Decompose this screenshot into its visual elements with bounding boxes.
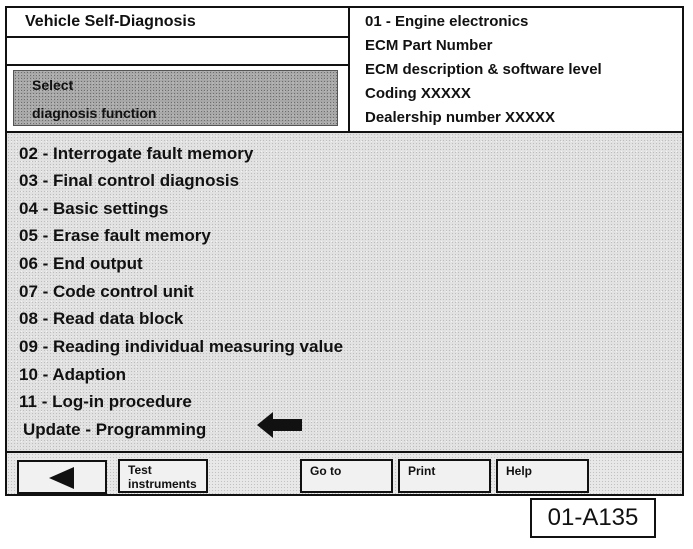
test-label-line1: Test: [128, 463, 152, 477]
module-info-panel: [350, 8, 682, 133]
dealership-number: Dealership number XXXXX: [365, 109, 556, 126]
go-to-button[interactable]: [300, 459, 393, 493]
coding-value: Coding XXXXX: [365, 85, 471, 102]
help-label: Help: [506, 464, 533, 478]
select-label-line2: diagnosis function: [32, 105, 157, 121]
menu-item-erase-fault-memory[interactable]: 05 - Erase fault memory: [19, 226, 211, 245]
figure-label: 01-A135: [530, 498, 656, 538]
menu-item-final-control-diagnosis[interactable]: 03 - Final control diagnosis: [19, 171, 240, 190]
print-label: Print: [408, 464, 436, 478]
test-instruments-label: [128, 463, 197, 491]
menu-item-interrogate-fault-memory[interactable]: 02 - Interrogate fault memory: [19, 144, 254, 163]
print-button[interactable]: [398, 459, 491, 493]
menu-item-read-data-block[interactable]: 08 - Read data block: [19, 309, 184, 328]
test-label-line2: instruments: [128, 477, 197, 491]
module-name: 01 - Engine electronics: [365, 13, 529, 30]
back-button[interactable]: [17, 460, 107, 494]
select-label-line1: Select: [32, 77, 74, 93]
select-function-box: [13, 70, 338, 126]
diagnosis-window: [5, 6, 684, 496]
menu-item-basic-settings[interactable]: 04 - Basic settings: [19, 199, 169, 218]
blank-status-row: [7, 38, 348, 66]
menu-item-update-programming[interactable]: Update - Programming: [23, 420, 207, 439]
back-triangle-icon: [49, 467, 75, 489]
menu-item-end-output[interactable]: 06 - End output: [19, 254, 143, 273]
menu-item-code-control-unit[interactable]: 07 - Code control unit: [19, 282, 194, 301]
left-pointing-arrow-icon: [257, 411, 303, 439]
menu-item-reading-individual-measuring-value[interactable]: 09 - Reading individual measuring value: [19, 337, 344, 356]
ecm-description: ECM description & software level: [365, 61, 602, 78]
button-bar: [7, 451, 682, 494]
ecm-part-number: ECM Part Number: [365, 37, 493, 54]
app-title: Vehicle Self-Diagnosis: [7, 8, 348, 38]
header-left-panel: [7, 8, 350, 133]
menu-item-adaption[interactable]: 10 - Adaption: [19, 365, 127, 384]
function-menu: [7, 133, 682, 451]
go-to-label: Go to: [310, 464, 342, 478]
help-button[interactable]: [496, 459, 589, 493]
menu-item-log-in-procedure[interactable]: 11 - Log-in procedure: [19, 392, 192, 411]
test-instruments-button[interactable]: [118, 459, 208, 493]
